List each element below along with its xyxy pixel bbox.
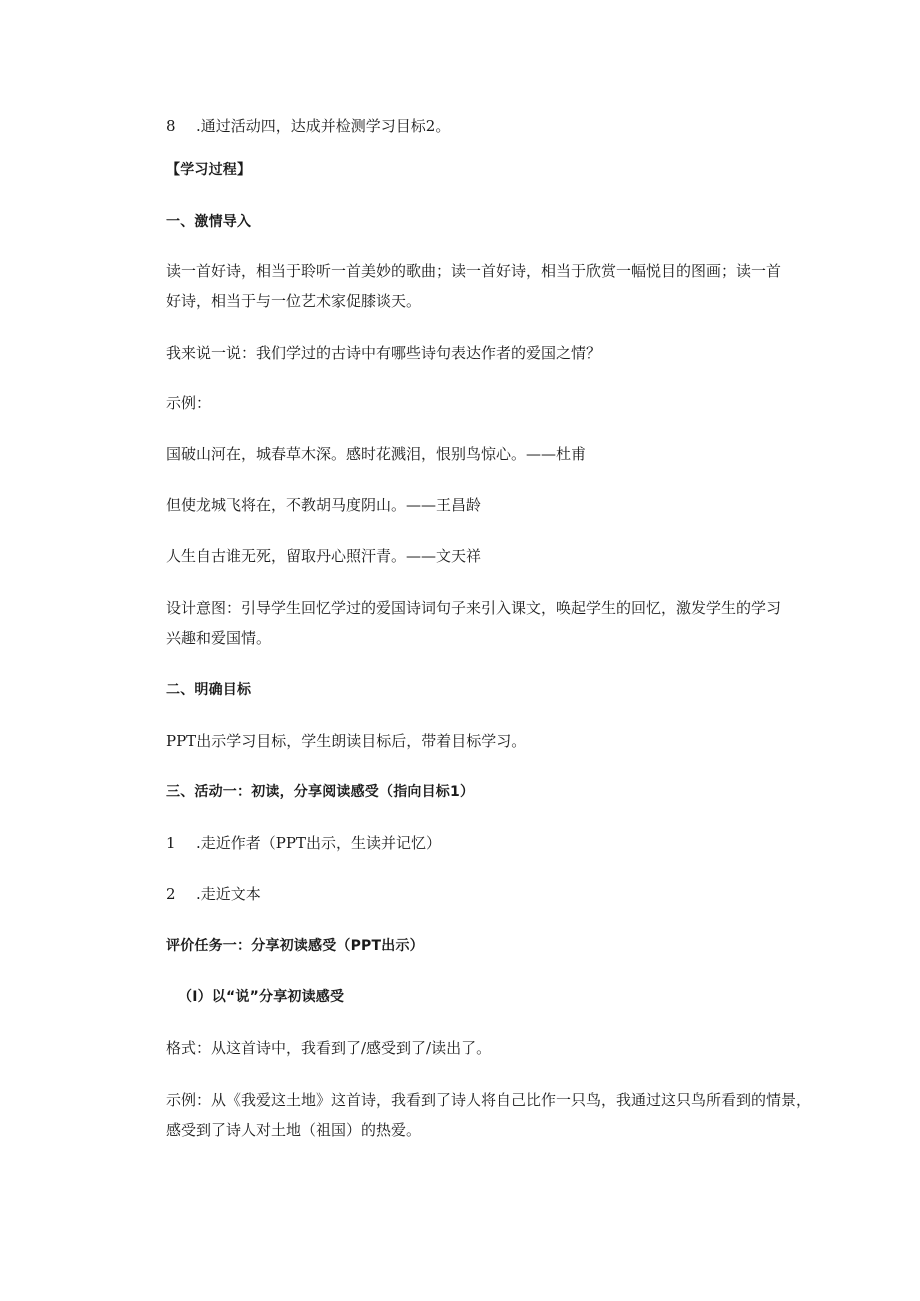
intro-paragraph-line-1: 读一首好诗，相当于聆听一首美妙的歌曲；读一首好诗，相当于欣赏一幅悦目的图画；读一首 bbox=[166, 262, 782, 280]
goal-8-line bbox=[166, 116, 450, 136]
poem-line-3: 人生自古谁无死，留取丹心照汗青。——文天祥 bbox=[166, 547, 482, 565]
section-2-heading: 二、明确目标 bbox=[166, 682, 252, 698]
item-2-line bbox=[166, 884, 261, 904]
section-1-heading: 一、激情导入 bbox=[166, 214, 252, 230]
poem-line-2: 但使龙城飞将在，不教胡马度阴山。——王昌龄 bbox=[166, 496, 482, 514]
format-line: 格式：从这首诗中，我看到了/感受到了/读出了。 bbox=[166, 1039, 492, 1057]
intro-paragraph-line-2: 好诗，相当于与一位艺术家促膝谈天。 bbox=[166, 292, 422, 310]
item-2-number: 2 bbox=[166, 885, 176, 903]
goal-8-number: 8 bbox=[166, 117, 176, 135]
process-heading: 【学习过程】 bbox=[166, 162, 252, 178]
example-label: 示例： bbox=[166, 394, 212, 412]
ppt-goal-text: PPT出示学习目标，学生朗读目标后，带着目标学习。 bbox=[166, 732, 527, 750]
example-2-line-2: 感受到了诗人对土地（祖国）的热爱。 bbox=[166, 1121, 422, 1139]
example-2-line-1: 示例：从《我爱这土地》这首诗，我看到了诗人将自己比作一只鸟，我通过这只鸟所看到的情景， bbox=[166, 1091, 812, 1109]
design-intent-line-2: 兴趣和爱国情。 bbox=[166, 629, 272, 647]
section-3-heading: 三、活动一：初读，分享阅读感受（指向目标1） bbox=[166, 784, 475, 800]
subsection-1-heading: （I）以“说”分享初读感受 bbox=[178, 989, 345, 1005]
design-intent-line-1: 设计意图：引导学生回忆学过的爱国诗词句子来引入课文，唤起学生的回忆，激发学生的学习 bbox=[166, 599, 782, 617]
item-1-text: .走近作者（PPT出示，生读并记忆） bbox=[196, 834, 441, 852]
item-1-number: 1 bbox=[166, 834, 176, 852]
item-2-text: .走近文本 bbox=[196, 885, 261, 903]
evaluation-task-1-heading: 评价任务一：分享初读感受（PPT出示） bbox=[166, 938, 424, 954]
poem-line-1: 国破山河在，城春草木深。感时花溅泪，恨别鸟惊心。——杜甫 bbox=[166, 445, 587, 463]
goal-8-text: .通过活动四，达成并检测学习目标2。 bbox=[196, 117, 451, 135]
prompt-question: 我来说一说：我们学过的古诗中有哪些诗句表达作者的爱国之情？ bbox=[166, 344, 602, 362]
item-1-line bbox=[166, 833, 441, 853]
